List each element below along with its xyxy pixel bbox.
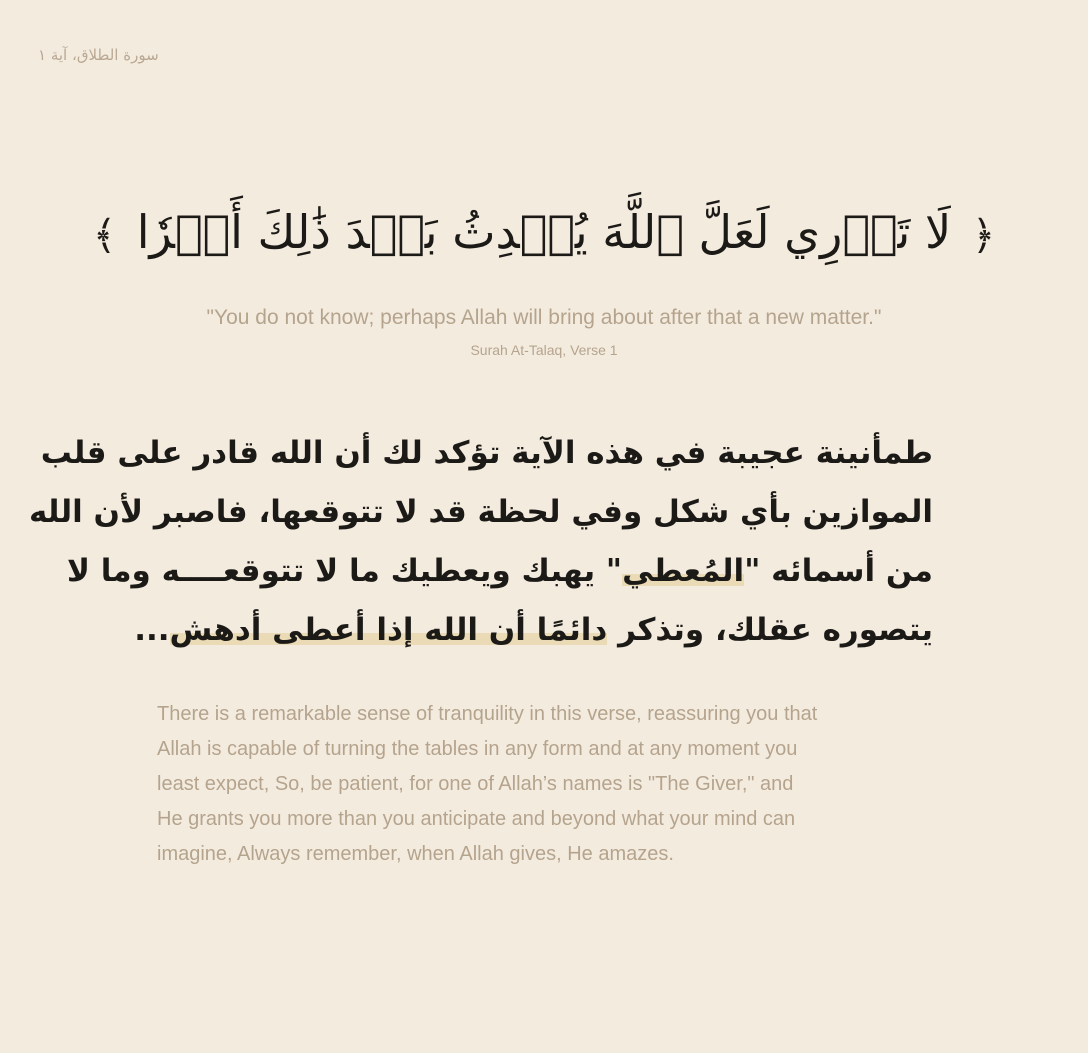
english-line-4: He grants you more than you anticipate and beyond what your mind can [157,808,796,830]
ornate-bracket-right: ﴿ [971,213,996,259]
english-reflection [157,697,937,872]
translation-reference: Surah At-Talaq, Verse 1 [470,342,618,358]
arabic-line-4-end: ... [134,612,170,648]
quran-verse [0,205,1088,259]
arabic-line-3 [66,542,933,601]
arabic-line-4-start: يتصوره عقلك، وتذكر [607,612,933,648]
arabic-reflection [29,424,933,660]
english-line-3: least expect, So, be patient, for one of Allah’s names is "The Giver," and [157,773,794,795]
arabic-line-3-end: " يهبك ويعطيك ما لا تتوقعــــه وما لا [66,553,623,589]
arabic-line-4 [134,601,933,660]
highlighted-phrase: دائمًا أن الله إذا أعطى أدهش [169,612,608,648]
verse-translation: "You do not know; perhaps Allah will bring about after that a new matter." [206,306,882,329]
english-line-5: imagine, Always remember, when Allah gives, He amazes. [157,843,674,865]
verse-text: لَا تَدۡرِي لَعَلَّ ٱللَّهَ يُحۡدِثُ بَعۡدَ ذَٰلِكَ أَمۡرٗا [136,205,952,259]
english-line-1: There is a remarkable sense of tranquility in this verse, reassuring you that [157,703,818,725]
arabic-line-2: الموازين بأي شكل وفي لحظة قد لا تتوقعها، فاصبر لأن الله [29,494,933,530]
surah-reference-label: سورة الطلاق، آية ١ [38,46,159,64]
english-line-2: Allah is capable of turning the tables in any form and at any moment you [157,738,798,760]
highlighted-name-al-muti: المُعطي [622,553,745,589]
ornate-bracket-left: ﴾ [92,213,117,259]
arabic-line-3-start: من أسمائه " [744,553,933,589]
arabic-line-1: طمأنينة عجيبة في هذه الآية تؤكد لك أن الله قادر على قلب [40,435,933,471]
